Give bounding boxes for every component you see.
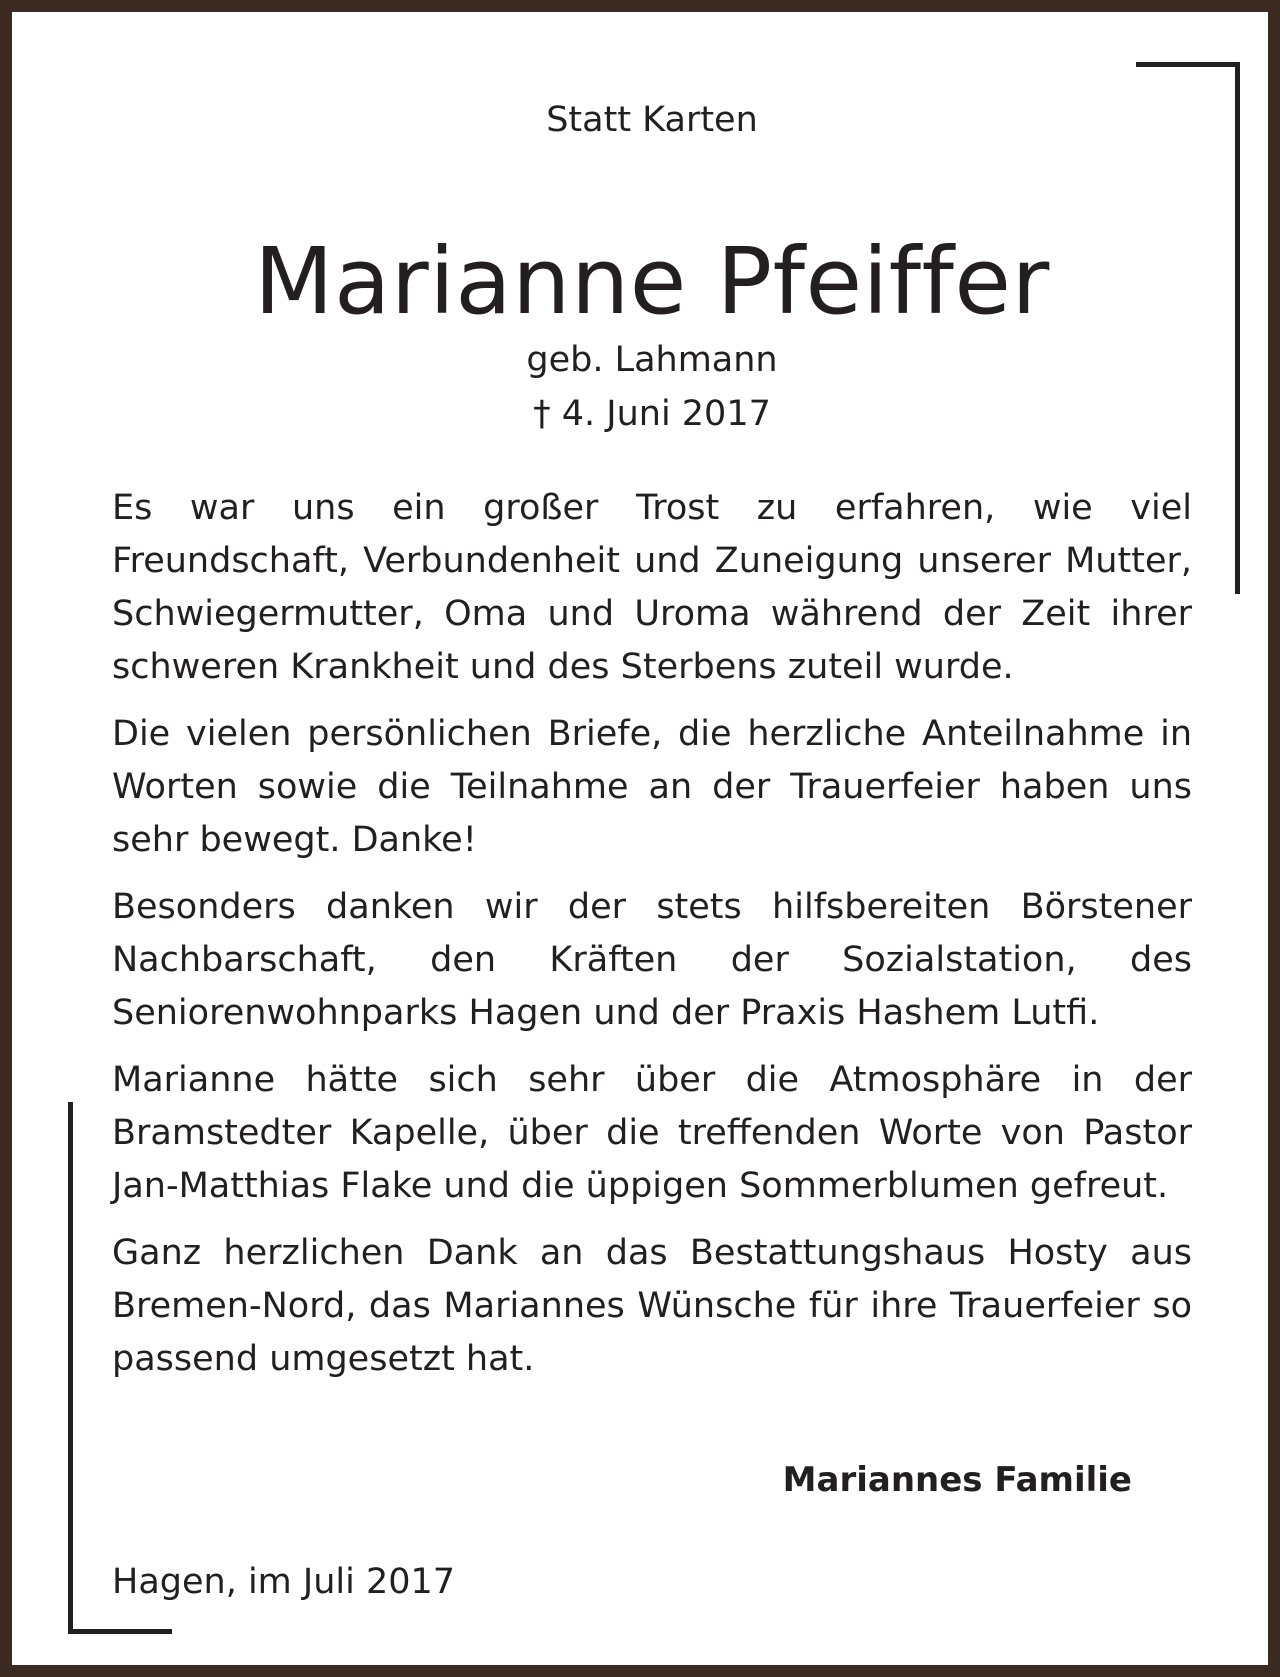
paragraph-funeral-home: Ganz herzlichen Dank an das Bestattungshaus Hosty aus Bremen-Nord, das Mariannes Wünsche für ihre Trauerfeier so passend umgesetzt hat. [112,1233,1192,1379]
paragraph-gratitude: Es war uns ein großer Trost zu erfahren, wie viel Freundschaft, Verbundenheit und Zuneigung unserer Mutter, Schwiegermutter, Oma und Uroma während der Zeit ihrer schweren Krankheit und des Sterbens zuteil wurde. [112,488,1192,687]
place-date: Hagen, im Juli 2017 [112,1562,456,1602]
paragraph-letters: Die vielen persönlichen Briefe, die herzliche Anteilnahme in Worten sowie die Teilnahme an der Trauerfeier haben uns sehr bewegt. Danke! [112,714,1192,860]
birth-name: geb. Lahmann [526,340,778,380]
signature: Mariannes Familie [782,1460,1132,1500]
deceased-name: Marianne Pfeiffer [254,228,1050,335]
kicker-text: Statt Karten [546,100,758,140]
notice-body [112,482,1192,1400]
death-date: † 4. Juni 2017 [533,394,771,434]
paragraph-chapel: Marianne hätte sich sehr über die Atmosphäre in der Bramstedter Kapelle, über die treffenden Worte von Pastor Jan-Matthias Flake und die üppigen Sommerblumen gefreut. [112,1060,1192,1206]
paragraph-thanks-neighbours: Besonders danken wir der stets hilfsbereiten Börstener Nachbarschaft, den Kräften der Sozialstation, des Seniorenwohnparks Hagen und der Praxis Hashem Lutfi. [112,887,1192,1033]
